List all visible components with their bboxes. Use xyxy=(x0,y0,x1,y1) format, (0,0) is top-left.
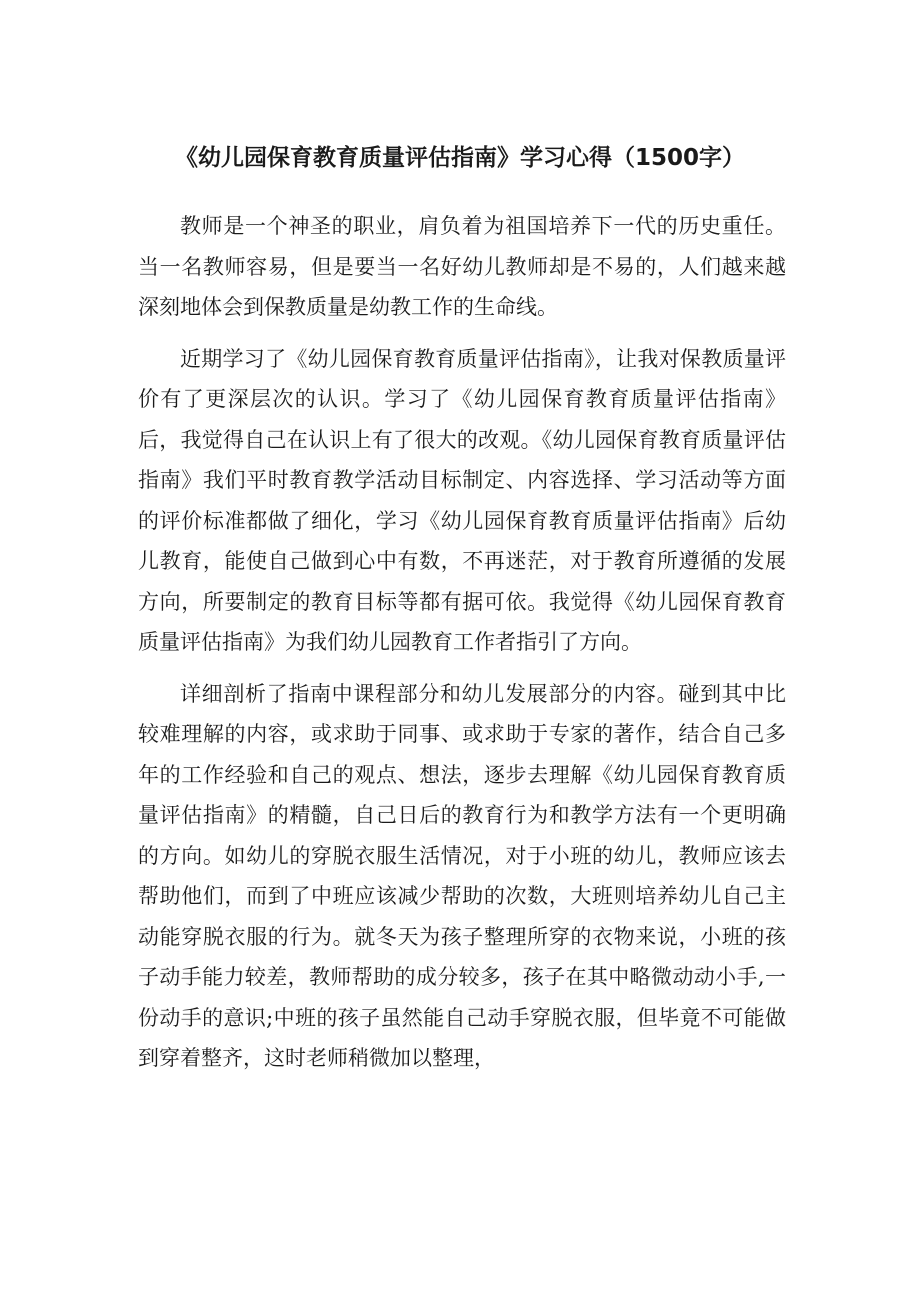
paragraph-3: 详细剖析了指南中课程部分和幼儿发展部分的内容。碰到其中比较难理解的内容，或求助于同事、或求助于专家的著作，结合自己多年的工作经验和自己的观点、想法，逐步去理解《幼儿园保育教育质量评估指南》的精髓，自己日后的教育行为和教学方法有一个更明确的方向。如幼儿的穿脱衣服生活情况，对于小班的幼儿，教师应该去帮助他们，而到了中班应该减少帮助的次数，大班则培养幼儿自己主动能穿脱衣服的行为。就冬天为孩子整理所穿的衣物来说，小班的孩子动手能力较差，教师帮助的成分较多，孩子在其中略微动动小手,一份动手的意识;中班的孩子虽然能自己动手穿脱衣服，但毕竟不可能做到穿着整齐，这时老师稍微加以整理， xyxy=(138,681,786,1070)
paragraph-1: 教师是一个神圣的职业，肩负着为祖国培养下一代的历史重任。当一名教师容易，但是要当一名好幼儿教师却是不易的，人们越来越深刻地体会到保教质量是幼教工作的生命线。 xyxy=(138,214,786,319)
paragraph-2: 近期学习了《幼儿园保育教育质量评估指南》，让我对保教质量评价有了更深层次的认识。学习了《幼儿园保育教育质量评估指南》后，我觉得自己在认识上有了很大的改观。《幼儿园保育教育质量评估指南》我们平时教育教学活动目标制定、内容选择、学习活动等方面的评价标准都做了细化，学习《幼儿园保育教育质量评估指南》后幼儿教育，能使自己做到心中有数，不再迷茫，对于教育所遵循的发展方向，所要制定的教育目标等都有据可依。我觉得《幼儿园保育教育质量评估指南》为我们幼儿园教育工作者指引了方向。 xyxy=(138,346,786,654)
document-body xyxy=(138,206,786,1090)
document-title: 《幼儿园保育教育质量评估指南》学习心得（1500字） xyxy=(174,145,745,171)
